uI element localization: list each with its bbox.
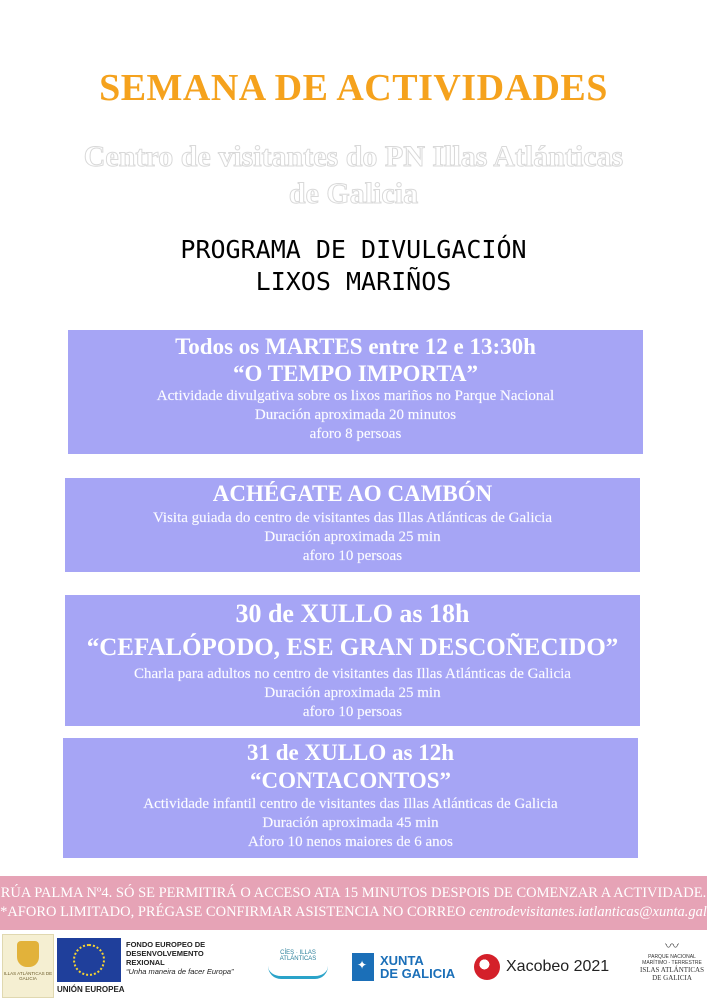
activity-duration: Duración aproximada 25 min	[264, 685, 441, 701]
parque-line-4: DE GALICIA	[652, 974, 692, 982]
feder-text	[126, 940, 246, 976]
activity-title: “CEFALÓPODO, ESE GRAN DESCOÑECIDO”	[86, 634, 619, 661]
xacobeo-icon	[474, 954, 500, 980]
eu-flag-icon	[57, 938, 121, 982]
parque-line-1: PARQUE NACIONAL	[648, 954, 696, 960]
activity-schedule: 30 de XULLO as 18h	[235, 599, 470, 628]
program-heading	[0, 234, 707, 298]
activity-title: “O TEMPO IMPORTA”	[233, 361, 478, 386]
activity-description: Visita guiada do centro de visitantes das Illas Atlánticas de Galicia	[153, 510, 552, 526]
xunta-line-1: XUNTA	[380, 953, 424, 968]
xacobeo-text: Xacobeo 2021	[506, 958, 610, 975]
activity-duration: Duración aproximada 20 minutos	[254, 407, 457, 423]
program-line-1: PROGRAMA DE DIVULGACIÓN	[180, 235, 527, 264]
parque-line-3: ISLAS ATLÁNTICAS	[640, 966, 704, 974]
cies-logo	[262, 950, 334, 990]
sponsor-logos	[0, 930, 707, 1000]
subtitle-line-1: Centro de visitantes do PN Illas Atlánticas	[83, 140, 624, 173]
activity-card-achegate	[65, 478, 640, 572]
activity-title: ACHÉGATE AO CAMBÓN	[212, 481, 493, 506]
cies-logo-text: CÍES · ILLAS ATLÁNTICAS	[279, 950, 317, 962]
activity-capacity: Aforo 10 nenos maiores de 6 anos	[248, 834, 453, 850]
eu-stars-icon	[73, 944, 105, 976]
parque-nacional-logo	[638, 938, 706, 982]
xunta-logo	[352, 952, 455, 982]
subtitle	[40, 138, 667, 212]
feder-line-3: REXIONAL	[126, 958, 165, 967]
activity-capacity: aforo 8 persoas	[309, 426, 402, 442]
contact-email[interactable]: centrodevisitantes.iatlanticas@xunta.gal	[469, 904, 707, 920]
activity-description: Charla para adultos no centro de visitantes das Illas Atlánticas de Galicia	[134, 666, 571, 682]
activity-card-contacontos	[63, 738, 638, 858]
illas-atlanticas-logo	[2, 934, 54, 998]
crest-icon	[17, 941, 39, 967]
illas-logo-text: ILLAS ATLÁNTICAS DE GALICIA	[3, 971, 53, 981]
xunta-icon	[352, 953, 374, 981]
eu-caption: UNIÓN EUROPEA	[57, 985, 125, 994]
activity-card-tempo-importa	[68, 330, 643, 454]
xunta-line-2: DE GALICIA	[380, 966, 456, 981]
activity-duration: Duración aproximada 45 min	[262, 815, 439, 831]
footer-notice-text: *AFORO LIMITADO, PRÉGASE CONFIRMAR ASISTENCIA NO CORREO	[0, 904, 470, 920]
activity-title: “CONTACONTOS”	[249, 768, 452, 793]
activity-description: Actividade infantil centro de visitantes das Illas Atlánticas de Galicia	[143, 796, 558, 812]
program-line-2: LIXOS MARIÑOS	[255, 267, 452, 296]
wave-icon	[268, 966, 328, 979]
footer-address: RÚA PALMA Nº4. SÓ SE PERMITIRÁ O ACCESO ATA 15 MINUTOS DESPOIS DE COMENZAR A ACTIVIDADE.	[0, 885, 707, 901]
xacobeo-logo	[474, 954, 609, 980]
activity-capacity: aforo 10 persoas	[302, 704, 403, 720]
footer-notice	[0, 903, 707, 922]
feder-line-1: FONDO EUROPEO DE	[126, 940, 206, 949]
activity-description: Actividade divulgativa sobre os lixos mariños no Parque Nacional	[156, 388, 555, 404]
activity-capacity: aforo 10 persoas	[302, 548, 403, 564]
activity-card-cefalopodo	[65, 595, 640, 726]
activity-schedule: Todos os MARTES entre 12 e 13:30h	[175, 334, 536, 359]
subtitle-line-2: de Galicia	[288, 177, 419, 210]
bird-icon: 〰	[665, 938, 679, 954]
footer-info-band	[0, 876, 707, 930]
page-title: SEMANA DE ACTIVIDADES	[99, 67, 608, 109]
feder-line-2: DESENVOLVEMENTO	[126, 949, 204, 958]
activity-duration: Duración aproximada 25 min	[264, 529, 441, 545]
activity-schedule: 31 de XULLO as 12h	[246, 740, 455, 765]
parque-line-2: MARÍTIMO - TERRESTRE	[642, 960, 702, 966]
feder-motto: “Unha maneira de facer Europa”	[126, 967, 234, 976]
